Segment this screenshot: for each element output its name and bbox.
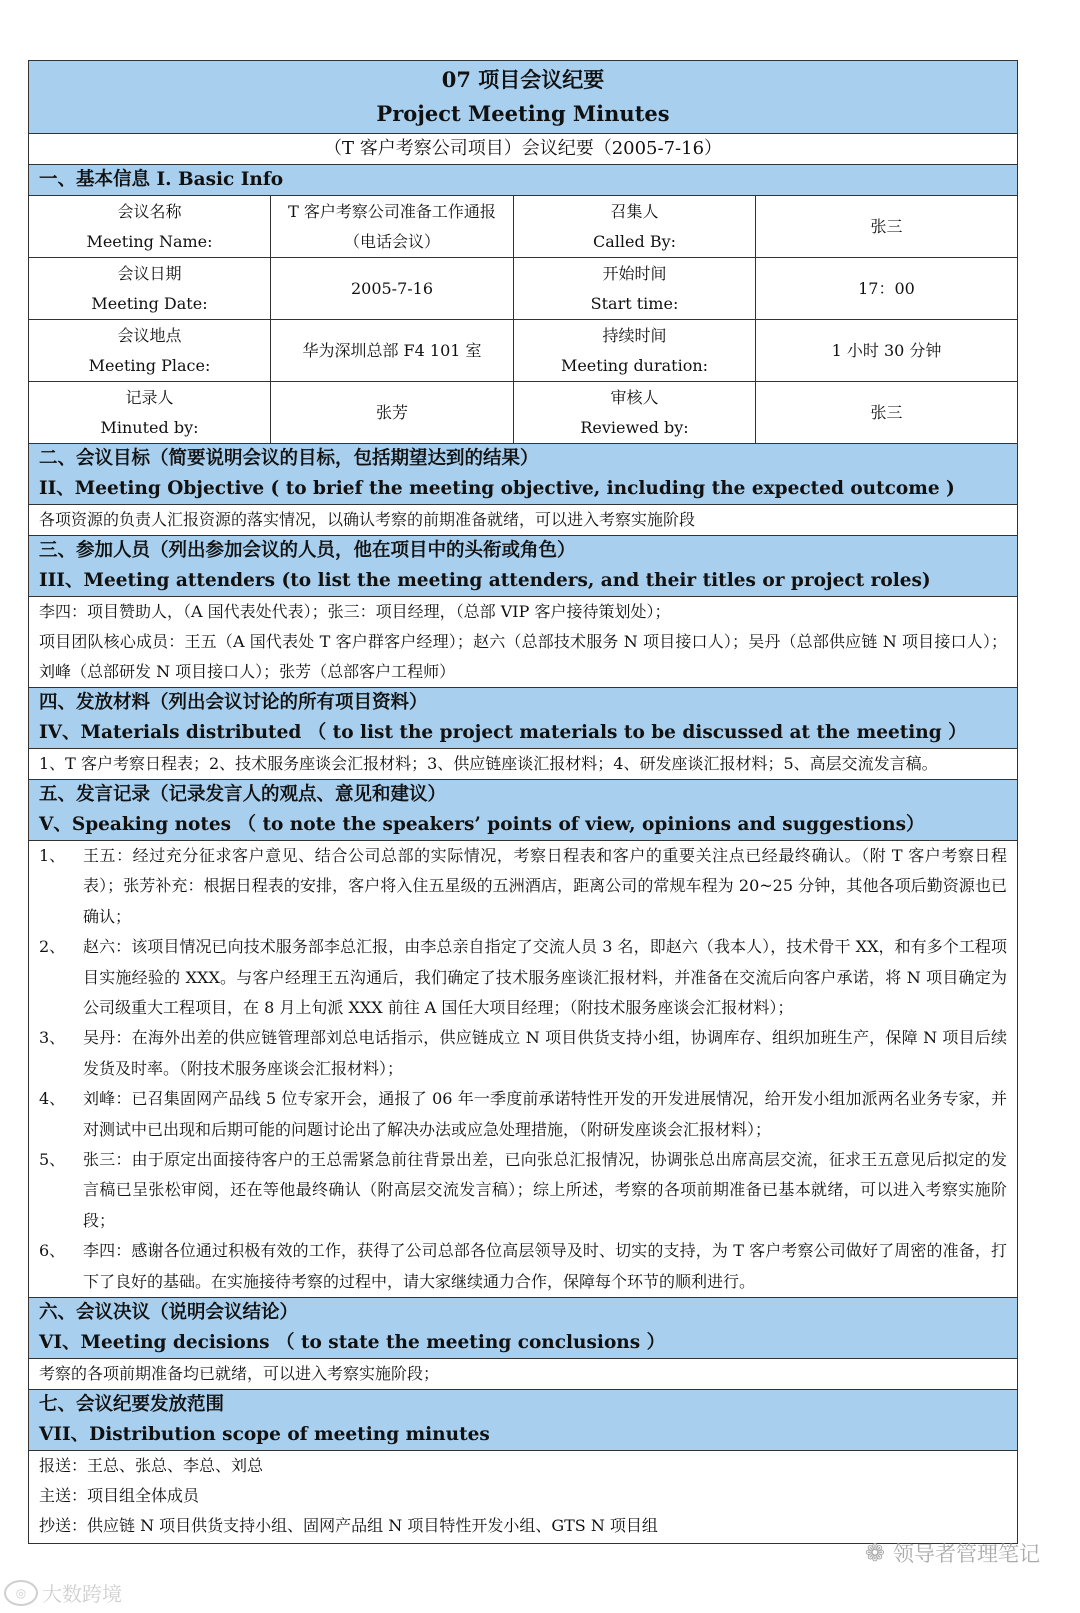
speaking-note <box>29 1145 1017 1236</box>
value-cell <box>271 382 514 443</box>
note-number: 5、 <box>39 1150 66 1170</box>
materials-heading-en: IV、Materials distributed （ to list the project materials to be discussed at the meeting ） <box>39 722 967 743</box>
start-time-value: 17：00 <box>858 278 915 298</box>
note-number: 4、 <box>39 1089 66 1109</box>
value-cell <box>271 258 514 319</box>
watermark-right <box>865 1538 1040 1568</box>
wechat-icon: ❁ <box>864 1539 885 1567</box>
minuted-by-value: 张芳 <box>375 402 408 422</box>
meeting-name-value: T 客户考察公司准备工作通报（电话会议） <box>288 201 496 251</box>
duration-value: 1 小时 30 分钟 <box>831 340 942 360</box>
speaking-note <box>29 841 1017 932</box>
attendees-core-members: 项目团队核心成员：王五（A 国代表处 T 客户群客户经理）；赵六（总部技术服务 N 项目接口人）；吴丹（总部供应链 N 项目接口人）；刘峰（总部研发 N 项目接口人）；张芳（总部客户工程师） <box>39 632 1007 681</box>
note-text: 王五：经过充分征求客户意见、结合公司总部的实际情况，考察日程表和客户的重要关注点已经最终确认。（附 T 客户考察日程表）；张芳补充：根据日程表的安排，客户将入住五星级的五洲酒店，距离公司的常规车程为 20~25 分钟，其他各项后勤资源也已确认； <box>83 846 1007 926</box>
label-cell <box>514 258 756 319</box>
note-number: 6、 <box>39 1241 66 1261</box>
objective-heading-en: II、Meeting Objective ( to brief the meeting objective, including the expected outcome ) <box>39 478 955 499</box>
materials-heading-cn: 四、发放材料（列出会议讨论的所有项目资料） <box>39 692 428 713</box>
speaking-note <box>29 1023 1017 1084</box>
section-basic-info-heading: 一、基本信息 I. Basic Info <box>29 165 1017 196</box>
title-cn: 07 项目会议纪要 <box>441 67 605 92</box>
label-cn: 记录人 <box>125 387 174 407</box>
label-en: Start time: <box>590 293 679 313</box>
note-text: 张三：由于原定出面接待客户的王总需紧急前往背景出差，已向张总汇报情况，协调张总出席高层交流，征求王五意见后拟定的发言稿已呈张松审阅，还在等他最终确认（附高层交流发言稿）；综上所述，考察的各项前期准备已基本就绪，可以进入考察实施阶段； <box>83 1150 1007 1230</box>
label-cn: 召集人 <box>610 201 659 221</box>
value-cell <box>756 382 1017 443</box>
note-text: 刘峰：已召集固网产品线 5 位专家开会，通报了 06 年一季度前承诺特性开发的开发进展情况，给开发小组加派两名业务专家，并对测试中已出现和后期可能的问题讨论出了解决办法或应急处理措施，（附研发座谈会汇报材料）； <box>83 1089 1007 1139</box>
materials-text: 1、T 客户考察日程表；2、技术服务座谈会汇报材料；3、供应链座谈汇报材料；4、研发座谈汇报材料；5、高层交流发言稿。 <box>29 749 1017 780</box>
distribution-copy: 抄送：供应链 N 项目供货支持小组、固网产品组 N 项目特性开发小组、GTS N 项目组 <box>39 1516 658 1536</box>
value-cell <box>271 196 514 257</box>
speaking-notes-list <box>29 841 1017 1298</box>
distribution-send: 报送：王总、张总、李总、刘总 <box>39 1456 264 1476</box>
meeting-place-value: 华为深圳总部 F4 101 室 <box>302 340 482 360</box>
speaking-note <box>29 1084 1017 1145</box>
label-cell <box>29 258 271 319</box>
document-title <box>29 61 1017 134</box>
value-cell <box>756 196 1017 257</box>
label-cn: 开始时间 <box>602 263 667 283</box>
label-cn: 审核人 <box>610 387 659 407</box>
watermark-left <box>4 1578 122 1607</box>
label-cn: 会议地点 <box>117 325 182 345</box>
label-en: Meeting duration: <box>560 355 709 375</box>
distribution-body <box>29 1451 1017 1543</box>
value-cell <box>756 258 1017 319</box>
section-distribution-heading <box>29 1390 1017 1451</box>
attendees-body <box>29 597 1017 688</box>
label-en: Reviewed by: <box>580 417 689 437</box>
label-en: Meeting Place: <box>88 355 211 375</box>
section-materials-heading <box>29 688 1017 749</box>
section-speaking-heading <box>29 780 1017 841</box>
basic-info-row <box>29 196 1017 258</box>
watermark-right-text: 领导者管理笔记 <box>893 1542 1040 1566</box>
distribution-main: 主送：项目组全体成员 <box>39 1486 200 1506</box>
label-en: Meeting Name: <box>86 231 213 251</box>
label-cn: 会议名称 <box>117 201 182 221</box>
note-number: 2、 <box>39 937 66 957</box>
label-en: Meeting Date: <box>91 293 208 313</box>
distribution-heading-cn: 七、会议纪要发放范围 <box>39 1394 225 1416</box>
speaking-note <box>29 932 1017 1023</box>
note-text: 赵六：该项目情况已向技术服务部李总汇报，由李总亲自指定了交流人员 3 名，即赵六（我本人），技术骨干 XX，和有多个工程项目实施经验的 XXX。与客户经理王五沟通后，我们确定了技术服务座谈汇报材料，并准备在交流后向客户承诺，将 N 项目确定为公司级重大工程项目，在 8 月上旬派 XXX 前往 A 国任大项目经理；（附技术服务座谈会汇报材料）； <box>83 937 1007 1018</box>
attendees-heading-cn: 三、参加人员（列出参加会议的人员，他在项目中的头衔或角色） <box>39 540 576 561</box>
label-cell <box>29 382 271 443</box>
section-decisions-heading <box>29 1298 1017 1359</box>
label-cell <box>29 320 271 381</box>
speaking-note <box>29 1236 1017 1297</box>
basic-info-row <box>29 382 1017 444</box>
label-cell <box>514 320 756 381</box>
basic-info-row <box>29 320 1017 382</box>
called-by-value: 张三 <box>870 216 903 236</box>
meeting-date-value: 2005-7-16 <box>350 278 434 298</box>
watermark-logo-icon: ◎ <box>4 1580 38 1606</box>
label-en: Minuted by: <box>100 417 199 437</box>
decisions-heading-cn: 六、会议决议（说明会议结论） <box>39 1302 299 1324</box>
value-cell <box>271 320 514 381</box>
note-text: 吴丹：在海外出差的供应链管理部刘总电话指示，供应链成立 N 项目供货支持小组，协调库存、组织加班生产，保障 N 项目后续发货及时率。（附技术服务座谈会汇报材料）； <box>83 1028 1007 1078</box>
decisions-text: 考察的各项前期准备均已就绪，可以进入考察实施阶段； <box>29 1359 1017 1390</box>
label-en: Called By: <box>593 231 676 251</box>
watermark-left-text: 大数跨境 <box>42 1582 122 1606</box>
label-cn: 会议日期 <box>117 263 182 283</box>
label-cell <box>514 196 756 257</box>
speaking-heading-en: V、Speaking notes （ to note the speakers’ points of view, opinions and suggestions） <box>39 814 925 835</box>
label-cell <box>514 382 756 443</box>
value-cell <box>756 320 1017 381</box>
title-en: Project Meeting Minutes <box>376 101 670 126</box>
basic-info-row <box>29 258 1017 320</box>
section-attendees-heading <box>29 536 1017 597</box>
label-cell <box>29 196 271 257</box>
attendees-heading-en: III、Meeting attenders (to list the meeting attenders, and their titles or project roles) <box>39 570 931 591</box>
meeting-minutes-document <box>28 60 1018 1544</box>
objective-text: 各项资源的负责人汇报资源的落实情况，以确认考察的前期准备就绪，可以进入考察实施阶段 <box>29 505 1017 536</box>
objective-heading-cn: 二、会议目标（简要说明会议的目标，包括期望达到的结果） <box>39 448 539 469</box>
attendees-sponsor-line: 李四：项目赞助人，（A 国代表处代表）；张三：项目经理，（总部 VIP 客户接待策划处）； <box>39 602 671 621</box>
decisions-heading-en: VI、Meeting decisions （ to state the meeting conclusions ） <box>39 1332 666 1354</box>
label-cn: 持续时间 <box>602 325 667 345</box>
reviewed-by-value: 张三 <box>870 402 903 422</box>
section-objective-heading <box>29 444 1017 505</box>
note-text: 李四：感谢各位通过积极有效的工作，获得了公司总部各位高层领导及时、切实的支持，为 T 客户考察公司做好了周密的准备，打下了良好的基础。在实施接待考察的过程中，请大家继续通力合作，保障每个环节的顺利进行。 <box>83 1241 1007 1291</box>
speaking-heading-cn: 五、发言记录（记录发言人的观点、意见和建议） <box>39 784 447 805</box>
note-number: 1、 <box>39 846 66 865</box>
distribution-heading-en: VII、Distribution scope of meeting minutes <box>39 1424 490 1446</box>
note-number: 3、 <box>39 1028 66 1048</box>
document-subtitle: （T 客户考察公司项目）会议纪要（2005-7-16） <box>29 134 1017 165</box>
